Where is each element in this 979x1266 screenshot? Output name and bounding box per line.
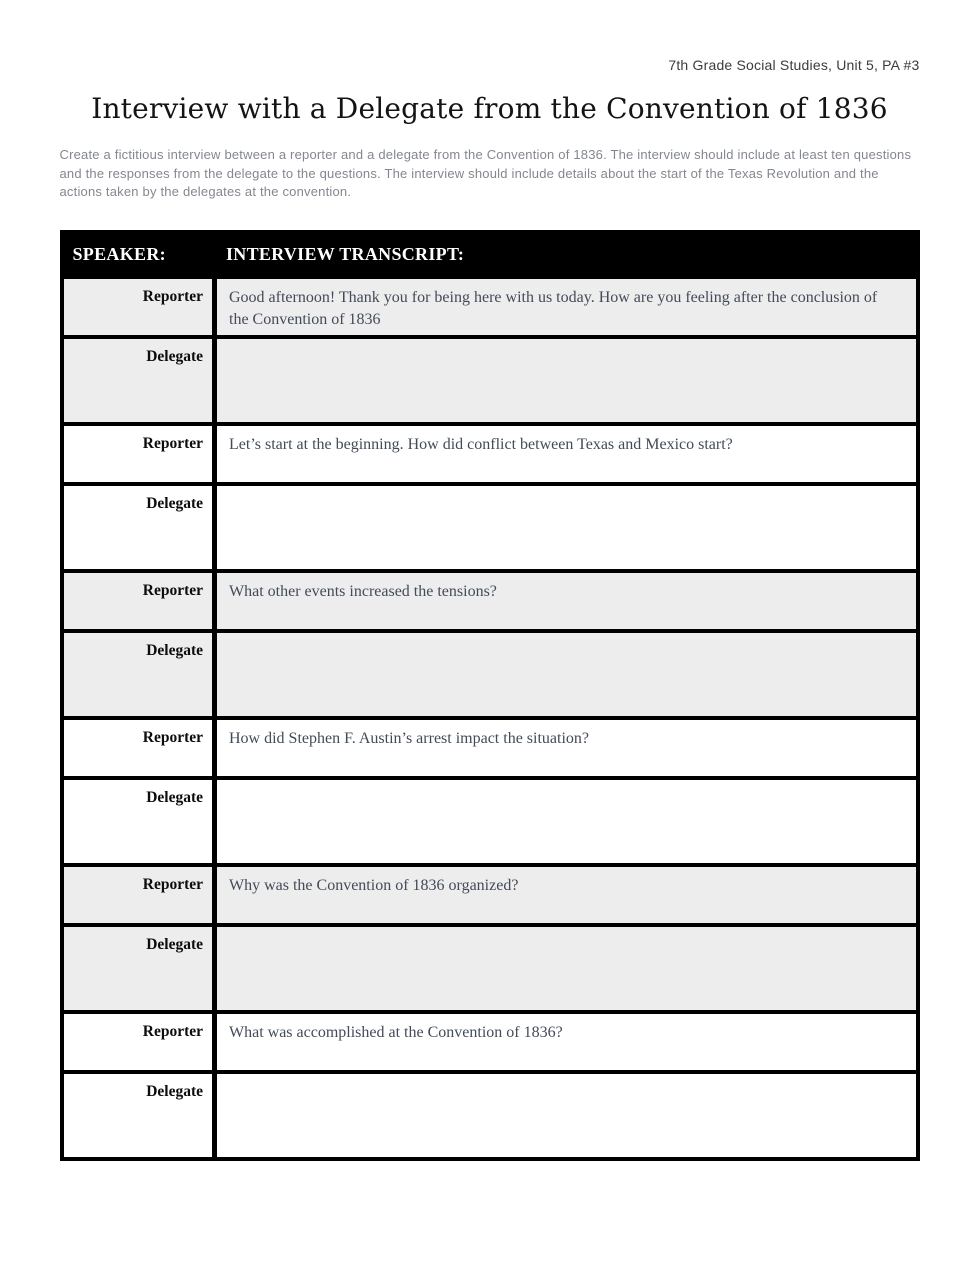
speaker-label-cell: Delegate — [62, 337, 215, 424]
table-row — [62, 865, 918, 925]
table-row — [62, 424, 918, 484]
transcript-answer-cell-empty[interactable] — [215, 778, 918, 865]
speaker-column-header: SPEAKER: — [62, 232, 215, 277]
assignment-instructions: Create a fictitious interview between a reporter and a delegate from the Convention of 1836. The interview should include at least ten questions and the responses from the delegate to the questions. The interview should include details about the start of the Texas Revolution and the actions taken by the delegates at the convention. — [59, 147, 912, 199]
table-row — [62, 277, 918, 337]
table-row — [62, 925, 918, 1012]
speaker-label-cell: Reporter — [62, 571, 215, 631]
speaker-label-cell: Reporter — [62, 424, 215, 484]
table-row — [62, 778, 918, 865]
table-row — [62, 631, 918, 718]
transcript-question-cell: Why was the Convention of 1836 organized? — [215, 865, 918, 925]
table-row — [62, 337, 918, 424]
worksheet-page — [60, 0, 920, 1161]
transcript-question-cell: Let’s start at the beginning. How did conflict between Texas and Mexico start? — [215, 424, 918, 484]
transcript-question-cell: What was accomplished at the Convention of 1836? — [215, 1012, 918, 1072]
speaker-label-cell: Reporter — [62, 277, 215, 337]
speaker-label-cell: Delegate — [62, 484, 215, 571]
table-row — [62, 484, 918, 571]
speaker-label-cell: Reporter — [62, 1012, 215, 1072]
transcript-question-cell: What other events increased the tensions? — [215, 571, 918, 631]
table-row — [62, 571, 918, 631]
speaker-label-cell: Reporter — [62, 718, 215, 778]
interview-transcript-table — [60, 230, 920, 1161]
transcript-answer-cell-empty[interactable] — [215, 631, 918, 718]
speaker-label-cell: Reporter — [62, 865, 215, 925]
transcript-answer-cell-empty[interactable] — [215, 484, 918, 571]
table-row — [62, 718, 918, 778]
speaker-label-cell: Delegate — [62, 778, 215, 865]
speaker-label-cell: Delegate — [62, 925, 215, 1012]
course-header-note: 7th Grade Social Studies, Unit 5, PA #3 — [668, 57, 920, 73]
transcript-column-header: INTERVIEW TRANSCRIPT: — [215, 232, 918, 277]
transcript-question-cell: Good afternoon! Thank you for being here with us today. How are you feeling after the conclusion of the Convention of 1836 — [215, 277, 918, 337]
transcript-answer-cell-empty[interactable] — [215, 337, 918, 424]
transcript-answer-cell-empty[interactable] — [215, 1072, 918, 1159]
table-header-row — [62, 232, 918, 277]
transcript-table-body — [62, 277, 918, 1159]
transcript-question-cell: How did Stephen F. Austin’s arrest impact the situation? — [215, 718, 918, 778]
speaker-label-cell: Delegate — [62, 631, 215, 718]
transcript-answer-cell-empty[interactable] — [215, 925, 918, 1012]
table-row — [62, 1012, 918, 1072]
page-title: Interview with a Delegate from the Convention of 1836 — [91, 92, 888, 125]
speaker-label-cell: Delegate — [62, 1072, 215, 1159]
table-row — [62, 1072, 918, 1159]
